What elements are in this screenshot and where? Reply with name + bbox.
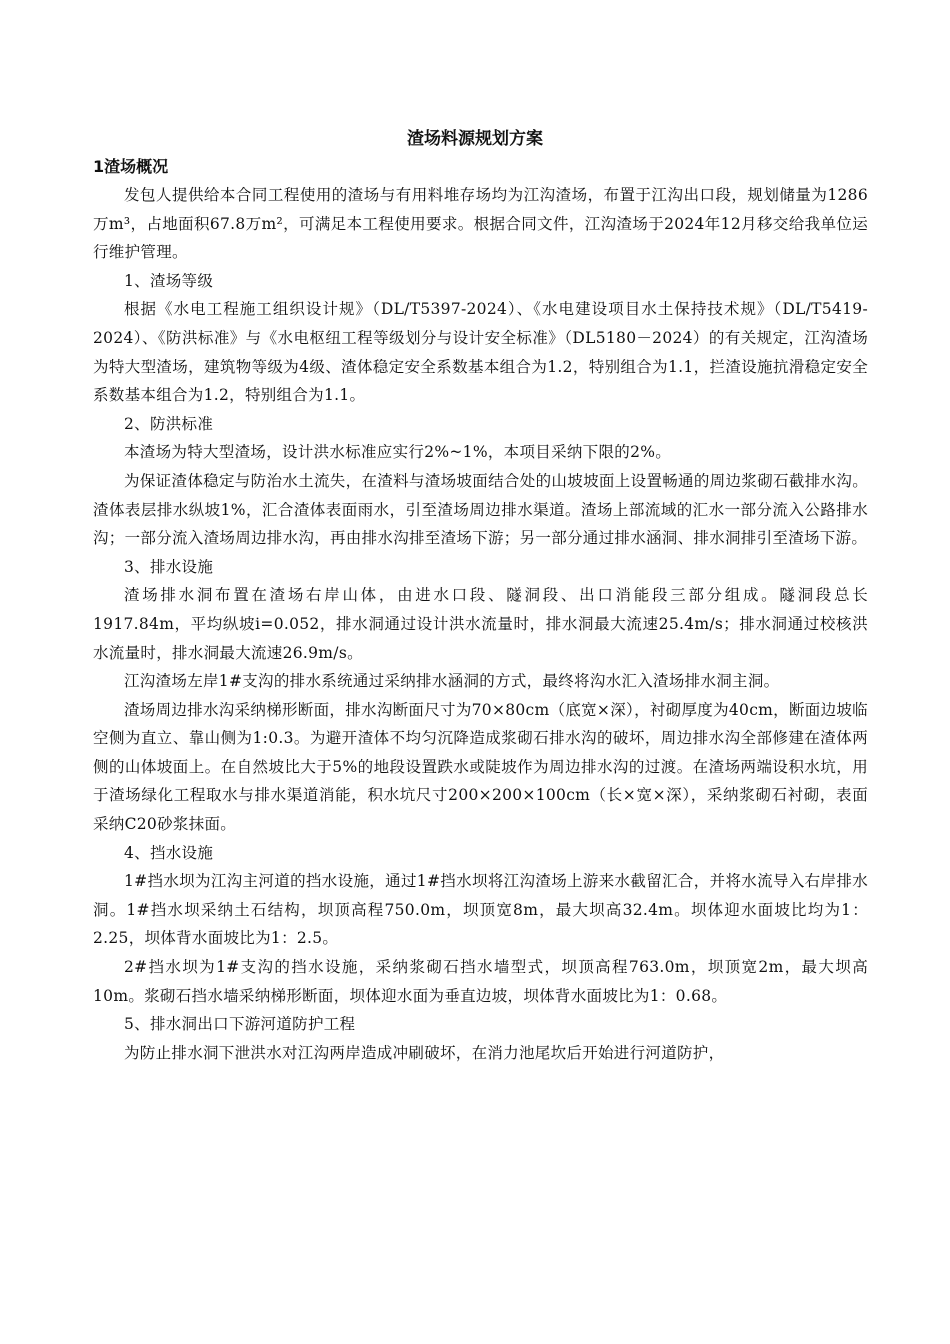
subsection-heading-river-protection: 5、排水洞出口下游河道防护工程 bbox=[124, 1015, 356, 1034]
intro-paragraph: 发包人提供给本合同工程使用的渣场与有用料堆存场均为江沟渣场，布置于江沟出口段，规划储量为1286万m³，占地面积67.8万m²，可满足本工程使用要求。根据合同文件，江沟渣场于2024年12月移交给我单位运行维护管理。 bbox=[93, 186, 868, 262]
drainage-paragraph-3: 渣场周边排水沟采纳梯形断面，排水沟断面尺寸为70×80cm（底宽×深），衬砌厚度为40cm，断面边坡临空侧为直立、靠山侧为1:0.3。为避开渣体不均匀沉降造成浆砌石排水沟的破坏，周边排水沟全部修建在渣体两侧的山体坡面上。在自然坡比大于5%的地段设置跌水或陡坡作为周边排水沟的过渡。在渣场两端设积水坑，用于渣场绿化工程取水与排水渠道消能，积水坑尺寸200×200×100cm（长×宽×深），采纳浆砌石衬砌，表面采纳C20砂浆抹面。 bbox=[93, 700, 868, 834]
subsection-heading-grade: 1、渣场等级 bbox=[124, 271, 214, 290]
river-protection-paragraph: 为防止排水洞下泄洪水对江沟两岸造成冲刷破坏，在消力池尾坎后开始进行河道防护， bbox=[124, 1043, 725, 1062]
subsection-heading-flood: 2、防洪标准 bbox=[124, 414, 214, 433]
retaining-paragraph-1: 1#挡水坝为江沟主河道的挡水设施，通过1#挡水坝将江沟渣场上游来水截留汇合，并将水流导入右岸排水洞。1#挡水坝采纳土石结构，坝顶高程750.0m，坝顶宽8m，最大坝高32.4m。坝体迎水面坡比均为1：2.25，坝体背水面坡比为1：2.5。 bbox=[93, 872, 868, 948]
flood-paragraph-2: 为保证渣体稳定与防治水土流失，在渣料与渣场坡面结合处的山坡坡面上设置畅通的周边浆砌石截排水沟。渣体表层排水纵坡1%，汇合渣体表面雨水，引至渣场周边排水渠道。渣场上部流域的汇水一部分流入公路排水沟；一部分流入渣场周边排水沟，再由排水沟排至渣场下游；另一部分通过排水涵洞、排水洞排引至渣场下游。 bbox=[93, 471, 868, 548]
retaining-paragraph-2: 2#挡水坝为1#支沟的挡水设施，采纳浆砌石挡水墙型式，坝顶高程763.0m，坝顶宽2m，最大坝高10m。浆砌石挡水墙采纳梯形断面，坝体迎水面为垂直边坡，坝体背水面坡比为1：0.68。 bbox=[93, 958, 868, 1005]
subsection-heading-retaining: 4、挡水设施 bbox=[124, 843, 214, 862]
drainage-paragraph-1: 渣场排水洞布置在渣场右岸山体，由进水口段、隧洞段、出口消能段三部分组成。隧洞段总长1917.84m，平均纵坡i=0.052，排水洞通过设计洪水流量时，排水洞最大流速25.4m/s；排水洞通过校核洪水流量时，排水洞最大流速26.9m/s。 bbox=[93, 586, 868, 662]
grade-paragraph: 根据《水电工程施工组织设计规》（DL/T5397-2024）、《水电建设项目水土保持技术规》（DL/T5419-2024）、《防洪标准》与《水电枢纽工程等级划分与设计安全标准》（DL5180－2024）的有关规定，江沟渣场为特大型渣场，建筑物等级为4级、渣体稳定安全系数基本组合为1.2，特别组合为1.1，拦渣设施抗滑稳定安全系数基本组合为1.2，特别组合为1.1。 bbox=[93, 300, 868, 405]
drainage-paragraph-2: 江沟渣场左岸1#支沟的排水系统通过采纳排水涵洞的方式，最终将沟水汇入渣场排水洞主洞。 bbox=[124, 672, 780, 691]
subsection-heading-drainage: 3、排水设施 bbox=[124, 557, 214, 576]
flood-paragraph-1: 本渣场为特大型渣场，设计洪水标准应实行2%~1%，本项目采纳下限的2%。 bbox=[124, 443, 672, 462]
section-heading: 1渣场概况 bbox=[93, 157, 169, 176]
document-body bbox=[93, 153, 868, 1067]
document-title: 渣场料源规划方案 bbox=[407, 129, 543, 149]
